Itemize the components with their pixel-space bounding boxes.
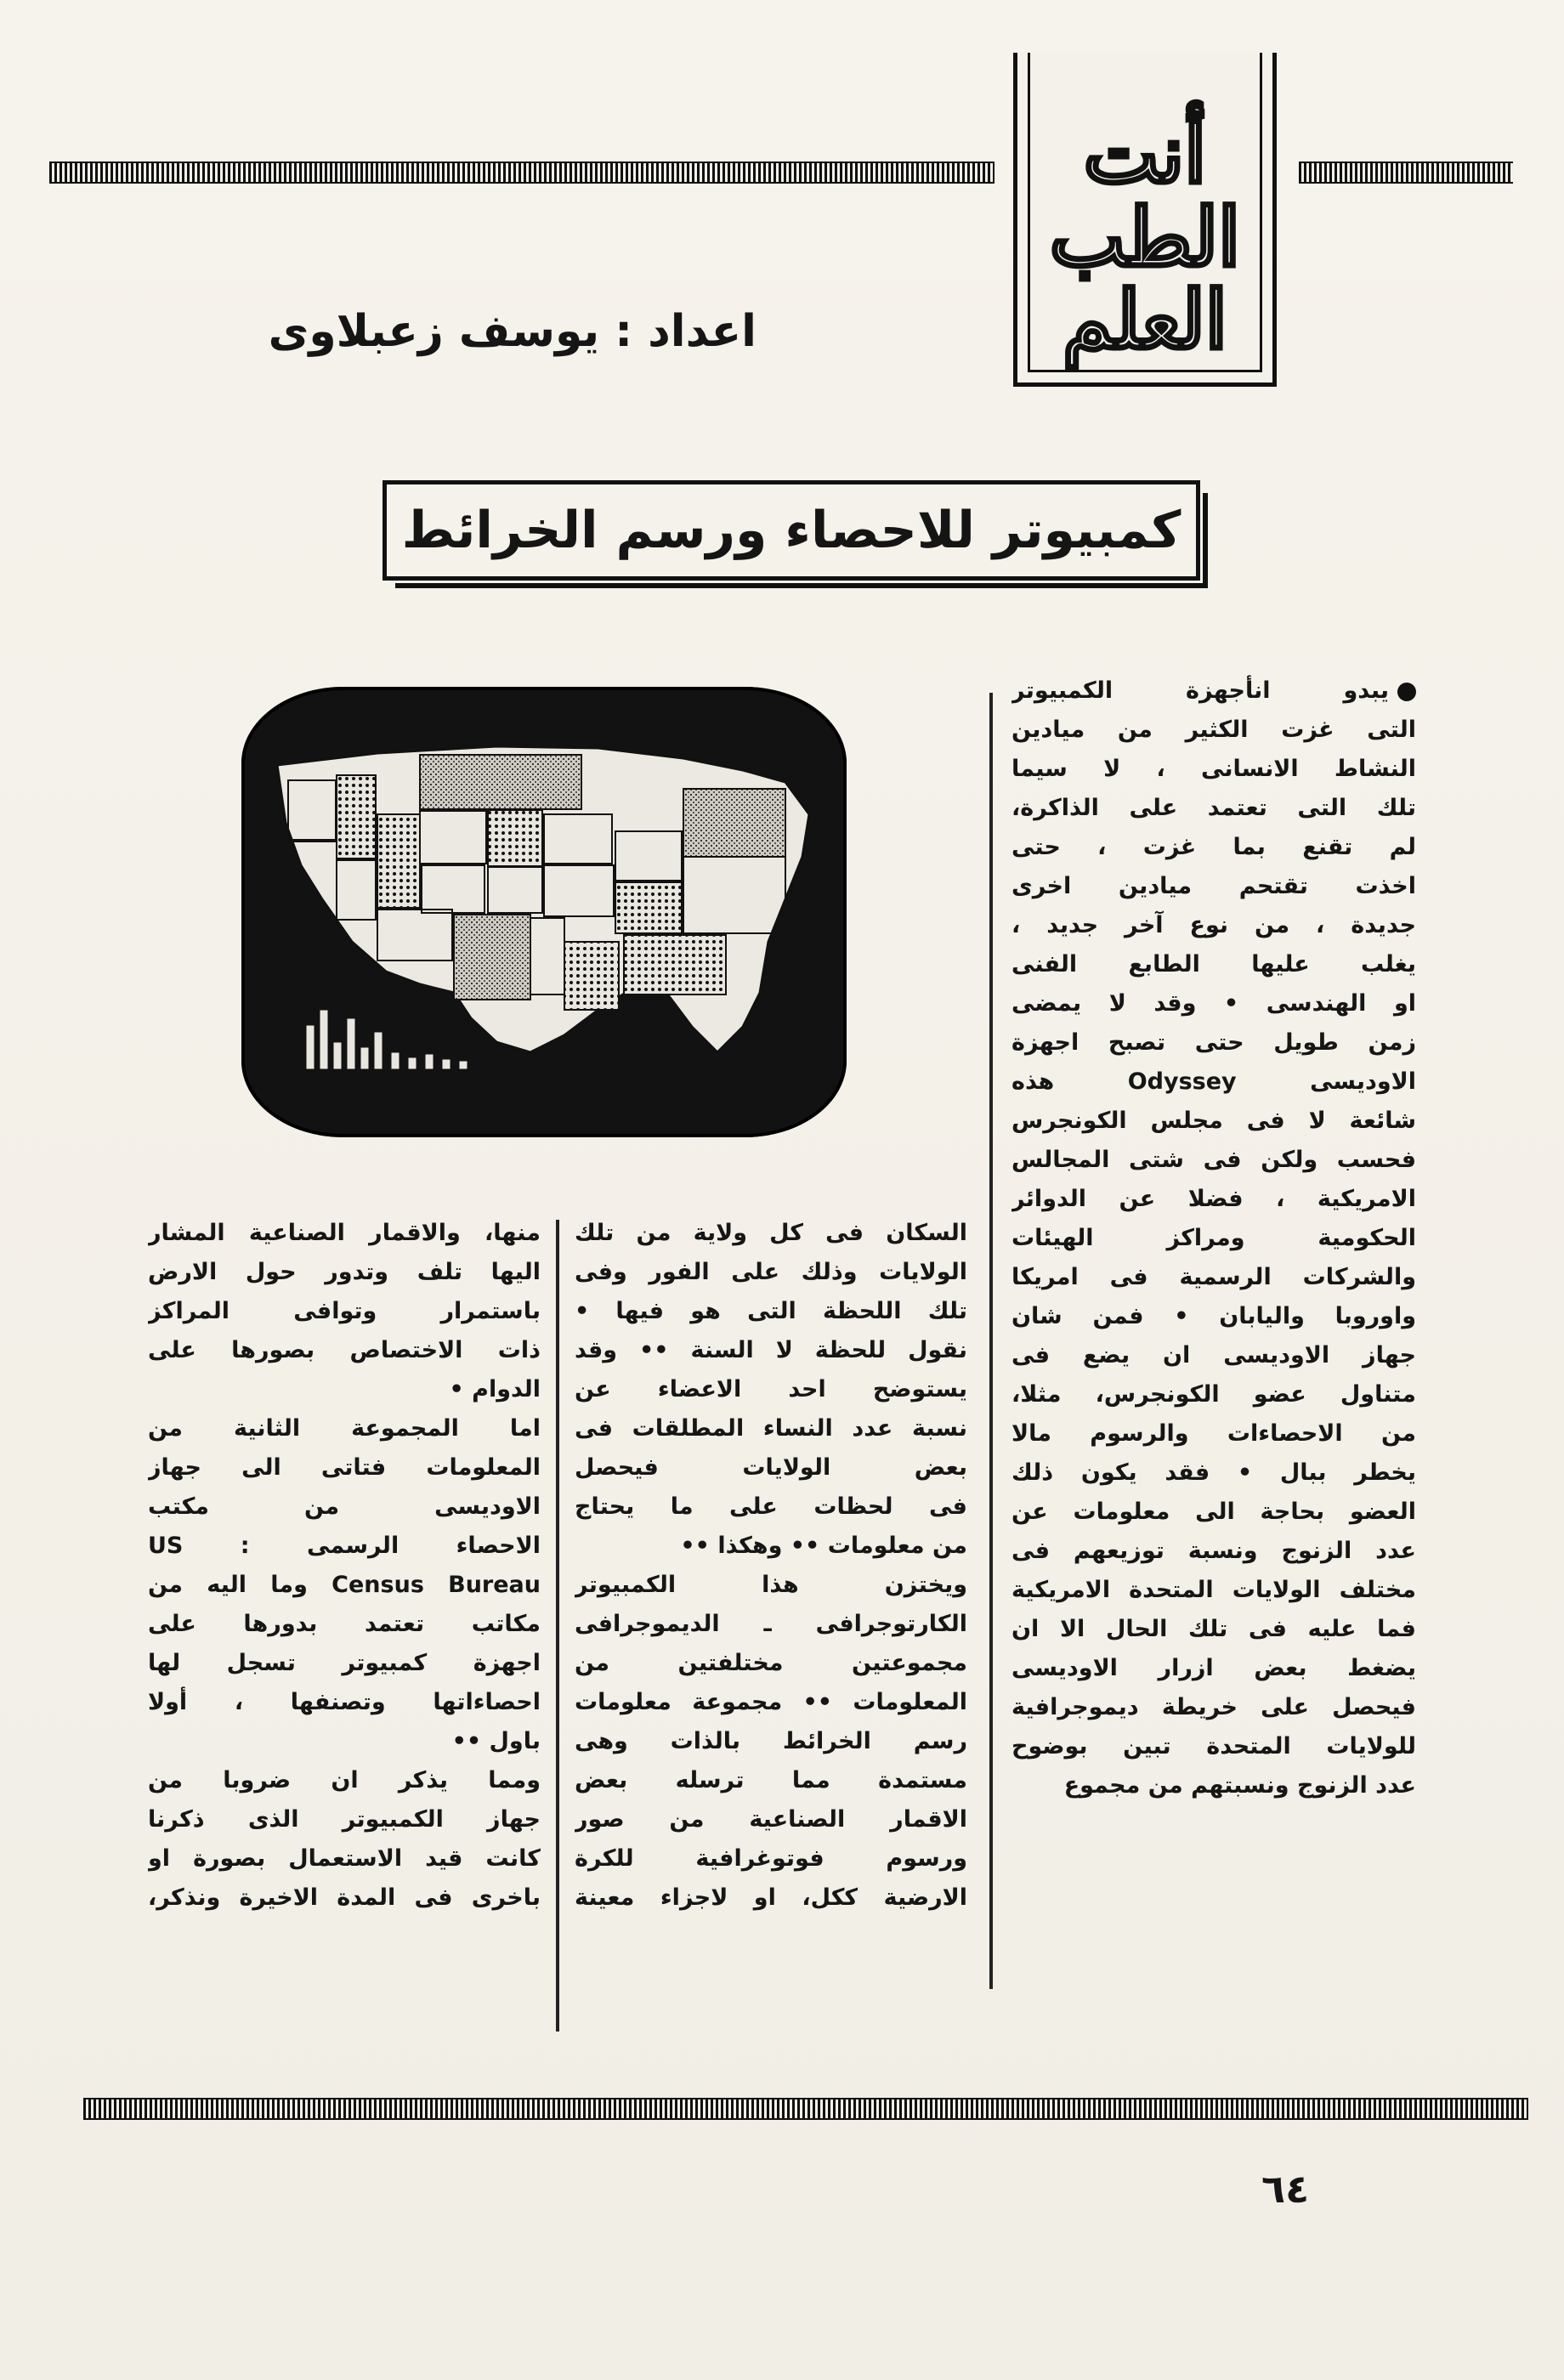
text-line: المعلومات فتاتى الى جهاز [148, 1454, 541, 1481]
text-line: الولايات وذلك على الفور وفى [575, 1259, 967, 1285]
text-line: تلك اللحظة التى هو فيها • [575, 1298, 967, 1324]
logo-word-2: الطب [1049, 190, 1241, 285]
text-line: تلك التى تعتمد على الذاكرة، [1012, 795, 1416, 821]
text-line: الاقمار الصناعية من صور [575, 1806, 967, 1833]
text-line: الارضية ككل، او لاجزاء معينة [575, 1884, 967, 1911]
text-line: فحسب ولكن فى شتى المجالس [1012, 1147, 1416, 1173]
text-line: لم تقنع بما غزت ، حتى [1012, 834, 1416, 860]
text-line: التى غزت الكثير من ميادين [1012, 717, 1416, 743]
text-line: عدد الزنوج ونسبتهم من مجموع [1063, 1772, 1416, 1799]
text-line: او الهندسى • وقد لا يمضى [1012, 990, 1416, 1017]
text-line: الاودیسی من مكتب [148, 1493, 541, 1520]
footer-rule [83, 2098, 1528, 2120]
text-line: يغلب عليها الطابع الفنى [1012, 951, 1416, 978]
text-line: من معلومات •• وهكذا •• [680, 1533, 967, 1559]
text-line: الاوديسى Odyssey هذه [1012, 1068, 1416, 1095]
text-line: كانت قيد الاستعمال بصورة او [148, 1845, 541, 1872]
text-line: متناول عضو الكونجرس، مثلا، [1012, 1381, 1416, 1408]
column-divider-middle [556, 1220, 559, 2032]
text-line: جهاز الاوديسى ان يضع فى [1012, 1342, 1416, 1368]
text-line: اليها تلف وتدور حول الارض [148, 1259, 541, 1285]
text-line: باول •• [451, 1728, 541, 1754]
text-line: مختلف الولايات المتحدة الامريكية [1012, 1577, 1416, 1603]
text-line: Census Bureau وما اليه من [148, 1572, 541, 1598]
text-line: يبدو انأجهزة الكمبيوتر [1012, 672, 1416, 711]
text-line: منها، والاقمار الصناعية المشار [148, 1220, 541, 1246]
us-map-screen-illustration [241, 687, 847, 1137]
text-line: والشركات الرسمية فى امريكا [1012, 1264, 1416, 1290]
article-title-box [382, 480, 1200, 581]
text-line: العضو بحاجة الى معلومات عن [1012, 1499, 1416, 1525]
bullet-icon [1397, 683, 1416, 701]
text-line: عدد الزنوج ونسبة توزيعهم فى [1012, 1538, 1416, 1564]
text-line: باخرى فى المدة الاخيرة ونذكر، [148, 1884, 541, 1911]
byline: اعداد : يوسف زعبلاوى [268, 306, 756, 357]
text-line: الامريكية ، فضلا عن الدوائر [1012, 1186, 1416, 1212]
text-line: مستمدة مما ترسله بعض [575, 1767, 967, 1794]
text-line: الاحصاء الرسمى : US [148, 1533, 541, 1559]
text-line: جديدة ، من نوع آخر جديد ، [1012, 912, 1416, 938]
text-line: ويختزن هذا الكمبيوتر [575, 1572, 967, 1598]
text-line: الدوام • [449, 1376, 541, 1402]
text-line: شائعة لا فى مجلس الكونجرس [1012, 1108, 1416, 1134]
text-line: ورسوم فوتوغرافية للكرة [575, 1845, 967, 1872]
logo-word-3: العلم [1062, 274, 1227, 368]
text-line: فى لحظات على ما يحتاج [575, 1493, 967, 1520]
article-column-right [1012, 672, 1416, 1805]
text-line: يستوضح احد الاعضاء عن [575, 1376, 967, 1402]
us-map-image [241, 687, 847, 1137]
text-line: يضغط بعض ازرار الاوديسى [1012, 1655, 1416, 1681]
text-line: باستمرار وتوافى المراكز [148, 1298, 541, 1324]
text-line: اما المجموعة الثانية من [148, 1415, 541, 1442]
text-line: ومما يذكر ان ضروبا من [148, 1767, 541, 1794]
column-divider-right [989, 693, 993, 1989]
text-line: فما عليه فى تلك الحال الا ان [1012, 1616, 1416, 1642]
text-line: نقول للحظة لا السنة •• وقد [575, 1337, 967, 1363]
text-line: اخذت تقتحم ميادين اخرى [1012, 873, 1416, 899]
text-line: مكاتب تعتمد بدورها على [148, 1611, 541, 1637]
text-line: الكارتوجرافى ـ الديموجرافى [575, 1611, 967, 1637]
text-line: للولايات المتحدة تبين بوضوح [1012, 1733, 1416, 1760]
header-rule-left [49, 162, 994, 184]
text-line: جهاز الكمبيوتر الذى ذكرنا [148, 1806, 541, 1833]
text-line: بعض الولايات فيحصل [575, 1454, 967, 1481]
text-line: السكان فى كل ولاية من تلك [575, 1220, 967, 1246]
header-rule-right [1299, 162, 1513, 184]
text-line: رسم الخرائط بالذات وهى [575, 1728, 967, 1754]
text-line: من الاحصاءات والرسوم مالا [1012, 1420, 1416, 1447]
text-line: احصاءاتها وتصنفها ، أولا [148, 1689, 541, 1715]
text-line: واوروبا واليابان • فمن شان [1012, 1303, 1416, 1329]
text-line: زمن طويل حتى تصبح اجهزة [1012, 1029, 1416, 1056]
text-line: فيحصل على خريطة ديموجرافية [1012, 1694, 1416, 1720]
article-title: كمبيوتر للاحصاء ورسم الخرائط [401, 501, 1182, 560]
text-line: الحكومية ومراكز الهيئات [1012, 1225, 1416, 1251]
text-line: النشاط الانسانى ، لا سيما [1012, 756, 1416, 782]
text-line: مجموعتين مختلفتين من [575, 1650, 967, 1676]
article-column-left [148, 1214, 541, 1918]
article-column-middle [575, 1214, 967, 1918]
section-logo [1013, 53, 1277, 387]
text-line: اجهزة كمبيوتر تسجل لها [148, 1650, 541, 1676]
text-line: نسبة عدد النساء المطلقات فى [575, 1415, 967, 1442]
page-number: ٦٤ [1261, 2166, 1310, 2212]
text-line: ذات الاختصاص بصورها على [148, 1337, 541, 1363]
text-line: يخطر ببال • فقد يكون ذلك [1012, 1459, 1416, 1486]
text-line: المعلومات •• مجموعة معلومات [575, 1689, 967, 1715]
logo-word-1: أنت [1083, 107, 1207, 201]
